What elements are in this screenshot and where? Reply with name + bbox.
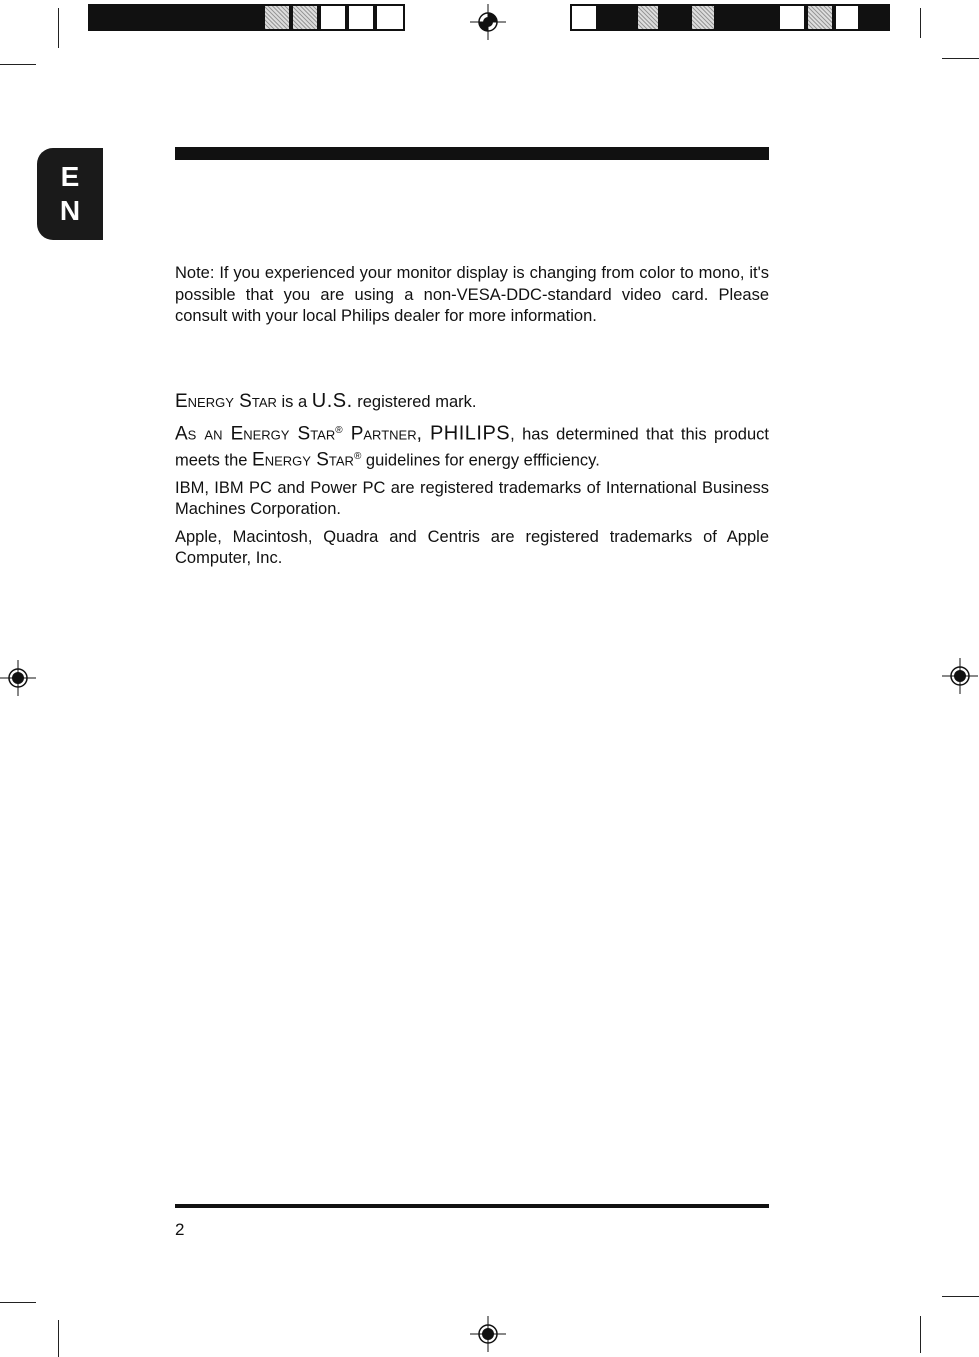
energy-star-partner-line: As an Energy Star® Partner, PHILIPS, has determined that this product meets the Energy Star® guidelines for energy effficiency.: [175, 422, 769, 470]
crop-mark-bottom-right-v: [920, 1316, 921, 1353]
crop-mark-top-left-v: [58, 8, 59, 48]
apple-trademark-line: Apple, Macintosh, Quadra and Centris are registered trademarks of Apple Computer, Inc.: [175, 527, 769, 567]
registration-target-icon: [470, 4, 506, 40]
language-tab-letter-e: E: [60, 161, 80, 192]
crop-mark-top-right-v: [920, 8, 921, 38]
crop-mark-bottom-left-h: [0, 1302, 36, 1303]
note-text: Note: If you experienced your monitor display is changing from color to mono, it's possible that you are using a non-VESA-DDC-standard video card. Please consult with your local Philips dealer for more information.: [175, 264, 769, 325]
language-tab: [37, 148, 103, 240]
energy-star-line: Energy Star is a U.S. registered mark.: [175, 390, 477, 412]
footer-rule: [175, 1204, 769, 1208]
note-paragraph: [175, 263, 769, 328]
registration-target-icon: [470, 1316, 506, 1352]
registration-target-icon: [0, 660, 36, 696]
crop-mark-top-right-h: [942, 58, 979, 59]
crop-mark-top-left-h: [0, 64, 36, 65]
trademarks-section: [175, 391, 769, 570]
header-rule: [175, 147, 769, 160]
philips-brand: PHILIPS: [429, 422, 511, 444]
crop-mark-bottom-left-v: [58, 1320, 59, 1357]
crop-mark-bottom-right-h: [942, 1296, 979, 1297]
ibm-trademark-line: IBM, IBM PC and Power PC are registered trademarks of International Business Machines Corporation.: [175, 478, 769, 518]
page-number: 2: [175, 1220, 185, 1239]
language-tab-letter-n: N: [59, 195, 81, 226]
registration-target-icon: [942, 658, 978, 694]
